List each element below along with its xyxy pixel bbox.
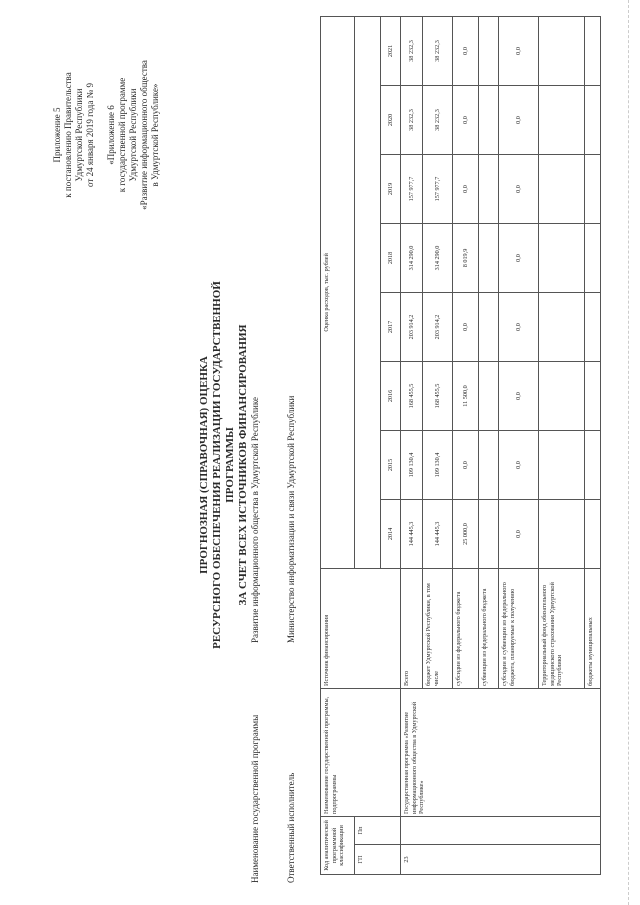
value-cell: 203 914,2 [401, 292, 423, 361]
value-cell: 38 232,3 [401, 16, 423, 85]
value-cell: 0,0 [453, 16, 479, 85]
source-cell: Территориальный фонд обязательного медицинского страхования Удмуртской Республики [539, 568, 585, 688]
appendix-line: «Развитие информационного общества [139, 60, 149, 210]
value-cell: 0,0 [499, 292, 539, 361]
value-cell: 157 977,7 [401, 154, 423, 223]
appendix-line: к постановлению Правительства [63, 72, 73, 198]
value-cell: 144 445,3 [423, 499, 453, 568]
source-cell: субсидии и субвенции из федерального бюджета, планируемые к получению [499, 568, 539, 688]
value-cell: 203 914,2 [423, 292, 453, 361]
value-cell: 314 290,0 [423, 223, 453, 292]
year-cell: 2021 [381, 16, 401, 85]
value-cell: 25 000,0 [453, 499, 479, 568]
appendix-line: Удмуртской Республики [128, 88, 138, 182]
gp-code: 23 [401, 845, 601, 875]
program-name-cell: Государственная программа «Развитие информационного общества в Удмуртской Республике» [401, 688, 601, 816]
year-cell: 2018 [381, 223, 401, 292]
value-cell: 38 232,3 [423, 85, 453, 154]
value-cell: 0,0 [499, 499, 539, 568]
header-gp: ГП [355, 845, 401, 875]
value-cell: 0,0 [499, 430, 539, 499]
value-cell: 0,0 [499, 154, 539, 223]
table-row [401, 16, 423, 874]
header-code: Код аналитической программной классификации [321, 816, 355, 874]
year-cell: 2014 [381, 499, 401, 568]
year-cell: 2017 [381, 292, 401, 361]
value-cell: 8 019,9 [453, 223, 479, 292]
appendix-line: к государственной программе [117, 77, 127, 193]
value-cell: 0,0 [499, 361, 539, 430]
value-cell: 109 130,4 [401, 430, 423, 499]
source-cell: субсидии из федерального бюджета [453, 568, 479, 688]
year-cell: 2019 [381, 154, 401, 223]
value-cell: 0,0 [453, 292, 479, 361]
page-edge-divider [628, 0, 629, 905]
source-cell: бюджеты муниципальных [585, 568, 601, 688]
value-cell: 168 455,5 [401, 361, 423, 430]
appendix-line: Удмуртской Республики [74, 88, 84, 182]
source-cell: бюджет Удмуртской Республики, в том числе [423, 568, 453, 688]
year-cell: 2015 [381, 430, 401, 499]
title-line: РЕСУРСНОГО ОБЕСПЕЧЕНИЯ РЕАЛИЗАЦИИ ГОСУДАРСТВЕННОЙ ПРОГРАММЫ [211, 281, 236, 649]
appendix-block [52, 25, 161, 245]
title-line: ЗА СЧЕТ ВСЕХ ИСТОЧНИКОВ ФИНАНСИРОВАНИЯ [237, 324, 249, 606]
value-cell: 38 232,3 [401, 85, 423, 154]
value-cell: 168 455,5 [423, 361, 453, 430]
value-cell: 0,0 [453, 154, 479, 223]
program-label: Наименование государственной программы [250, 714, 260, 883]
document-title [198, 245, 250, 685]
value-cell: 314 290,0 [401, 223, 423, 292]
header-estimate: Оценка расходов, тыс. рублей [321, 16, 355, 568]
appendix-line: «Приложение 6 [106, 105, 116, 165]
value-cell: 0,0 [453, 85, 479, 154]
year-cell: 2020 [381, 85, 401, 154]
value-cell: 0,0 [499, 223, 539, 292]
appendix-line: в Удмуртской Республике» [150, 83, 160, 187]
source-cell: субвенции из федерального бюджета [479, 568, 499, 688]
value-cell: 0,0 [453, 430, 479, 499]
value-cell: 157 977,7 [423, 154, 453, 223]
header-source: Источник финансирования [321, 568, 401, 688]
value-cell: 11 500,0 [453, 361, 479, 430]
program-value: Развитие информационного общества в Удмуртской Республике [250, 397, 260, 643]
value-cell: 144 445,3 [401, 499, 423, 568]
executor-value: Министерство информатизации и связи Удмуртской Республики [286, 395, 296, 643]
header-pp: Пп [355, 816, 401, 844]
value-cell: 109 130,4 [423, 430, 453, 499]
value-cell: 38 232,3 [423, 16, 453, 85]
value-cell: 0,0 [499, 85, 539, 154]
header-name: Наименование государственной программы, подпрограммы [321, 688, 401, 816]
executor-label: Ответственный исполнитель [286, 772, 296, 883]
source-cell: Всего [401, 568, 423, 688]
value-cell: 0,0 [499, 16, 539, 85]
financing-table [320, 16, 601, 875]
appendix-line: от 24 января 2019 года № 9 [85, 83, 95, 187]
year-cell: 2016 [381, 361, 401, 430]
appendix-line: Приложение 5 [52, 107, 62, 163]
title-line: ПРОГНОЗНАЯ (СПРАВОЧНАЯ) ОЦЕНКА [198, 356, 210, 574]
